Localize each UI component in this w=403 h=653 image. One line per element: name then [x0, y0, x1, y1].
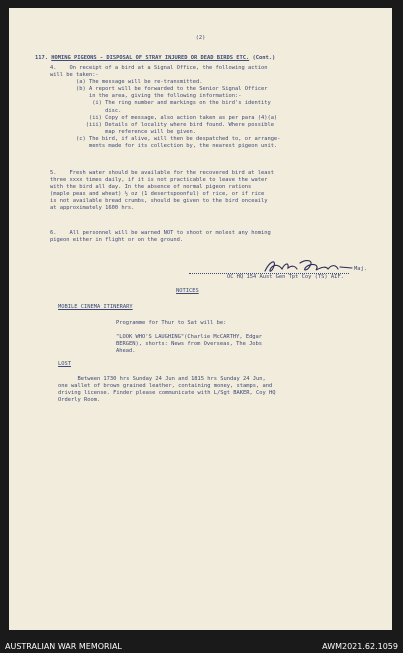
page-number: (2) — [195, 35, 206, 41]
lost-text: Between 1730 hrs Sunday 24 Jun and 1815 hrs Sunday 24 Jun, one wallet of brown grained leather, containing money, stamps, and driving license. Finder please communicate with L/Sgt BAKER, Coy HQ Orderly Room. — [58, 376, 276, 404]
cinema-heading: MOBILE CINEMA ITINERARY — [58, 304, 133, 310]
item-title: HOMING PIGEONS - DISPOSAL OF STRAY INJURED OR DEAD BIRDS ETC. — [51, 55, 250, 61]
paragraph-4: 4. On receipt of a bird at a Signal Office, the following action will be taken:- (a) The message will be re-transmitted. (b) A report will be forwarded to the Senior Signal Officer in the area, giving the following information:- (i) The ring number and markings on the bird's identity disc. (ii) Copy of message, also action taken as per para (4)(a) (iii) Details of locality where bird found. Where possible map reference will be given. (c) The bird, if alive, will then be despatched to, or arrange- ments made for its collection by, the nearest pigeon unit. — [50, 65, 281, 150]
lost-heading: LOST — [58, 361, 71, 367]
footer-institution: AUSTRALIAN WAR MEMORIAL — [5, 642, 122, 651]
paragraph-5: 5. Fresh water should be available for the recovered bird at least three xxxx times daily, if it is not practicable to leave the water with the bird all day. In the absence of normal pigeon rations (maple peas and wheat) ½ oz (1 desertspoonful) of rice, or if rice is not available bread crumbs, should be given to the bird onceaily at approximately 1600 hrs. — [50, 170, 274, 212]
item-continued: (Cont.) — [252, 55, 276, 61]
item-117-heading — [35, 55, 275, 62]
signature-rank: Maj. — [354, 266, 367, 272]
document-page — [9, 8, 392, 630]
item-number: 117. — [35, 55, 48, 61]
paragraph-6: 6. All personnel will be warned NOT to shoot or molest any homing pigeon either in flight or on the ground. — [50, 230, 271, 244]
footer-accession-number: AWM2021.62.1059 — [322, 642, 398, 651]
cinema-text: Programme for Thur to Sat will be: "LOOK WHO'S LAUGHING"(Charlie McCARTHY, Edgar BERGEN), shorts: News from Overseas, The Jobs Ahead. — [116, 320, 263, 355]
archive-footer — [0, 640, 403, 653]
notices-heading: NOTICES — [176, 288, 199, 294]
signature-unit: OC HQ 154 Aust Gen Tpt Coy (TS) AIF. — [227, 274, 344, 280]
